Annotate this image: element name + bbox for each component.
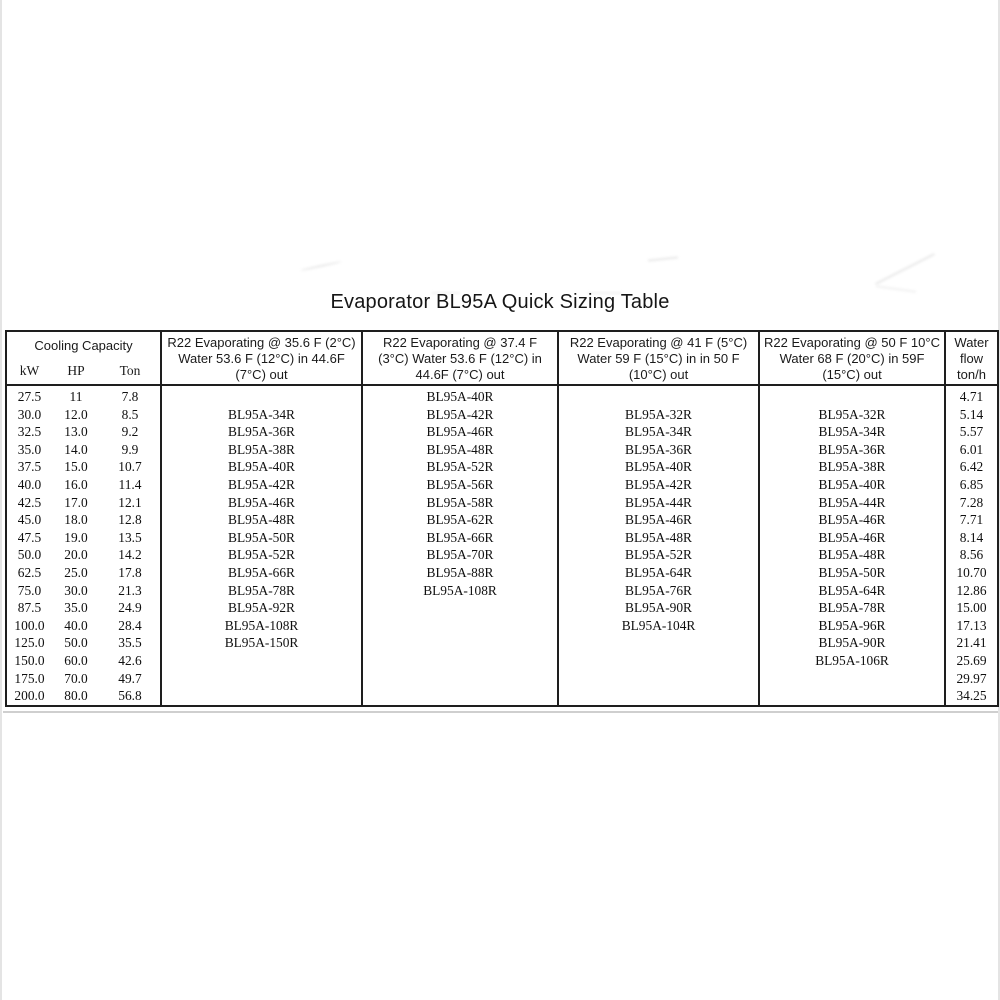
- cell-model-cond1: BL95A-34R: [161, 406, 362, 424]
- cell-model-cond1: BL95A-42R: [161, 476, 362, 494]
- cell-kw: 150.0: [14, 652, 45, 668]
- cell-model-cond3: BL95A-36R: [558, 441, 759, 459]
- cell-model-cond4: [759, 385, 945, 406]
- cell-water-flow: 17.13: [945, 617, 998, 635]
- cell-model-cond2: BL95A-48R: [362, 441, 558, 459]
- cell-hp: 12.0: [64, 406, 88, 422]
- cell-hp: 80.0: [64, 688, 88, 704]
- cell-model-cond3: BL95A-42R: [558, 476, 759, 494]
- cell-model-cond2: BL95A-70R: [362, 546, 558, 564]
- header-water-flow: Water flow ton/h: [945, 331, 998, 385]
- scan-artifact: [300, 261, 341, 272]
- cell-kw: 42.5: [17, 494, 42, 510]
- cell-model-cond3: [558, 670, 759, 688]
- cell-hp: 35.0: [64, 600, 88, 616]
- cell-model-cond1: [161, 670, 362, 688]
- cell-hp: 70.0: [64, 670, 88, 686]
- cell-model-cond3: BL95A-32R: [558, 406, 759, 424]
- cell-water-flow: 8.56: [945, 546, 998, 564]
- cell-model-cond1: BL95A-50R: [161, 529, 362, 547]
- cell-model-cond2: BL95A-40R: [362, 385, 558, 406]
- header-hp: HP: [52, 359, 100, 385]
- cell-water-flow: 6.85: [945, 476, 998, 494]
- cell-ton: 14.2: [118, 547, 142, 563]
- cell-model-cond2: BL95A-56R: [362, 476, 558, 494]
- cell-model-cond4: [759, 687, 945, 706]
- cell-model-cond4: BL95A-48R: [759, 546, 945, 564]
- cell-kw: 45.0: [17, 512, 42, 528]
- cell-model-cond3: BL95A-44R: [558, 494, 759, 512]
- table-shadow-line: [3, 711, 998, 713]
- table-row: [6, 529, 998, 547]
- cell-water-flow: 7.71: [945, 511, 998, 529]
- cell-kw: 35.0: [17, 441, 42, 457]
- cell-kw: 87.5: [17, 600, 42, 616]
- table-header: [6, 331, 998, 385]
- cell-model-cond2: BL95A-42R: [362, 406, 558, 424]
- cell-hp: 18.0: [64, 512, 88, 528]
- header-cooling-capacity: Cooling Capacity: [34, 338, 133, 353]
- cell-model-cond1: BL95A-46R: [161, 494, 362, 512]
- cell-water-flow: 15.00: [945, 599, 998, 617]
- cell-model-cond4: BL95A-32R: [759, 406, 945, 424]
- cell-kw: 62.5: [17, 564, 42, 580]
- cell-model-cond4: BL95A-64R: [759, 582, 945, 600]
- cell-model-cond4: BL95A-40R: [759, 476, 945, 494]
- page-title: Evaporator BL95A Quick Sizing Table: [330, 291, 670, 313]
- cell-kw: 40.0: [17, 476, 42, 492]
- table-row: [6, 458, 998, 476]
- scan-edge-left: [0, 0, 2, 1000]
- cell-ton: 17.8: [118, 564, 142, 580]
- cell-water-flow: 7.28: [945, 494, 998, 512]
- cell-model-cond3: [558, 652, 759, 670]
- table-row: [6, 385, 998, 406]
- cell-ton: 12.8: [118, 512, 142, 528]
- cell-water-flow: 12.86: [945, 582, 998, 600]
- cell-model-cond3: BL95A-90R: [558, 599, 759, 617]
- cell-water-flow: 21.41: [945, 634, 998, 652]
- cell-model-cond3: [558, 385, 759, 406]
- cell-kw: 30.0: [17, 406, 42, 422]
- cell-model-cond2: [362, 670, 558, 688]
- cell-model-cond4: BL95A-44R: [759, 494, 945, 512]
- cell-model-cond1: BL95A-92R: [161, 599, 362, 617]
- header-condition-4: R22 Evaporating @ 50 F 10°C Water 68 F (20°C) in 59F (15°C) out: [759, 331, 945, 385]
- cell-model-cond1: BL95A-150R: [161, 634, 362, 652]
- scan-artifact: [875, 253, 935, 285]
- cell-ton: 8.5: [121, 406, 139, 422]
- cell-model-cond2: BL95A-52R: [362, 458, 558, 476]
- cell-ton: 42.6: [118, 652, 142, 668]
- cell-kw: 37.5: [17, 459, 42, 475]
- cell-model-cond4: BL95A-90R: [759, 634, 945, 652]
- table-row: [6, 406, 998, 424]
- cell-hp: 50.0: [64, 635, 88, 651]
- cell-model-cond2: BL95A-108R: [362, 582, 558, 600]
- cell-model-cond2: [362, 687, 558, 706]
- cell-ton: 13.5: [118, 529, 142, 545]
- table-row: [6, 441, 998, 459]
- cell-model-cond4: BL95A-50R: [759, 564, 945, 582]
- header-kw: kW: [6, 359, 52, 385]
- cell-hp: 13.0: [64, 424, 88, 440]
- cell-model-cond2: BL95A-46R: [362, 423, 558, 441]
- table-row: [6, 511, 998, 529]
- cell-model-cond1: BL95A-38R: [161, 441, 362, 459]
- header-condition-1: R22 Evaporating @ 35.6 F (2°C) Water 53.6 F (12°C) in 44.6F (7°C) out: [161, 331, 362, 385]
- cell-model-cond1: [161, 385, 362, 406]
- cell-model-cond3: BL95A-104R: [558, 617, 759, 635]
- cell-model-cond2: BL95A-88R: [362, 564, 558, 582]
- cell-ton: 9.9: [121, 441, 139, 457]
- cell-model-cond2: [362, 599, 558, 617]
- cell-ton: 21.3: [118, 582, 142, 598]
- cell-water-flow: 10.70: [945, 564, 998, 582]
- cell-kw: 125.0: [14, 635, 45, 651]
- table-row: [6, 476, 998, 494]
- table-row: [6, 546, 998, 564]
- cell-hp: 14.0: [64, 441, 88, 457]
- cell-ton: 9.2: [121, 424, 139, 440]
- cell-hp: 15.0: [64, 459, 88, 475]
- cell-model-cond2: BL95A-58R: [362, 494, 558, 512]
- cell-ton: 7.8: [121, 389, 139, 404]
- cell-model-cond2: [362, 652, 558, 670]
- cell-water-flow: 29.97: [945, 670, 998, 688]
- cell-model-cond3: BL95A-40R: [558, 458, 759, 476]
- cell-hp: 19.0: [64, 529, 88, 545]
- cell-model-cond4: BL95A-46R: [759, 529, 945, 547]
- cell-kw: 200.0: [14, 688, 45, 704]
- table-row: [6, 687, 998, 706]
- cell-model-cond3: BL95A-48R: [558, 529, 759, 547]
- cell-hp: 40.0: [64, 617, 88, 633]
- cell-kw: 175.0: [14, 670, 45, 686]
- cell-ton: 12.1: [118, 494, 142, 510]
- table-row: [6, 634, 998, 652]
- cell-water-flow: 5.14: [945, 406, 998, 424]
- cell-model-cond4: BL95A-34R: [759, 423, 945, 441]
- cell-hp: 17.0: [64, 494, 88, 510]
- table-row: [6, 599, 998, 617]
- header-condition-2: R22 Evaporating @ 37.4 F (3°C) Water 53.6 F (12°C) in 44.6F (7°C) out: [362, 331, 558, 385]
- cell-water-flow: 8.14: [945, 529, 998, 547]
- header-ton: Ton: [100, 359, 161, 385]
- cell-ton: 56.8: [118, 688, 142, 704]
- cell-hp: 16.0: [64, 476, 88, 492]
- cell-hp: 20.0: [64, 547, 88, 563]
- cell-model-cond1: [161, 687, 362, 706]
- cell-model-cond4: BL95A-36R: [759, 441, 945, 459]
- cell-ton: 28.4: [118, 617, 142, 633]
- cell-model-cond3: BL95A-34R: [558, 423, 759, 441]
- cell-water-flow: 4.71: [945, 385, 998, 406]
- cell-model-cond4: BL95A-78R: [759, 599, 945, 617]
- cell-model-cond3: [558, 634, 759, 652]
- cell-model-cond3: [558, 687, 759, 706]
- cell-kw: 27.5: [17, 389, 42, 404]
- header-condition-3: R22 Evaporating @ 41 F (5°C) Water 59 F (15°C) in in 50 F (10°C) out: [558, 331, 759, 385]
- cell-ton: 35.5: [118, 635, 142, 651]
- cell-ton: 10.7: [118, 459, 142, 475]
- cell-model-cond1: BL95A-36R: [161, 423, 362, 441]
- cell-model-cond1: [161, 652, 362, 670]
- cell-model-cond2: [362, 617, 558, 635]
- cell-model-cond1: BL95A-48R: [161, 511, 362, 529]
- cell-kw: 47.5: [17, 529, 42, 545]
- cell-model-cond4: BL95A-106R: [759, 652, 945, 670]
- table-row: [6, 670, 998, 688]
- cell-kw: 32.5: [17, 424, 42, 440]
- cell-water-flow: 25.69: [945, 652, 998, 670]
- cell-hp: 25.0: [64, 564, 88, 580]
- table-row: [6, 564, 998, 582]
- cell-water-flow: 6.01: [945, 441, 998, 459]
- cell-model-cond4: [759, 670, 945, 688]
- cell-hp: 30.0: [64, 582, 88, 598]
- cell-water-flow: 5.57: [945, 423, 998, 441]
- table-row: [6, 652, 998, 670]
- cell-model-cond1: BL95A-66R: [161, 564, 362, 582]
- scan-artifact: [648, 256, 678, 261]
- cell-kw: 75.0: [17, 582, 42, 598]
- cell-water-flow: 6.42: [945, 458, 998, 476]
- cell-model-cond2: BL95A-66R: [362, 529, 558, 547]
- table-row: [6, 617, 998, 635]
- cell-model-cond3: BL95A-46R: [558, 511, 759, 529]
- cell-kw: 50.0: [17, 547, 42, 563]
- cell-kw: 100.0: [14, 617, 45, 633]
- cell-model-cond1: BL95A-40R: [161, 458, 362, 476]
- table-row: [6, 494, 998, 512]
- cell-water-flow: 34.25: [945, 687, 998, 706]
- cell-model-cond3: BL95A-76R: [558, 582, 759, 600]
- cell-model-cond3: BL95A-52R: [558, 546, 759, 564]
- cell-model-cond2: BL95A-62R: [362, 511, 558, 529]
- cell-model-cond2: [362, 634, 558, 652]
- cell-model-cond1: BL95A-78R: [161, 582, 362, 600]
- cell-model-cond3: BL95A-64R: [558, 564, 759, 582]
- cell-model-cond4: BL95A-96R: [759, 617, 945, 635]
- cell-ton: 49.7: [118, 670, 142, 686]
- sizing-table: [5, 330, 999, 707]
- cell-model-cond4: BL95A-38R: [759, 458, 945, 476]
- table-row: [6, 423, 998, 441]
- cell-ton: 11.4: [118, 476, 142, 492]
- cell-model-cond1: BL95A-52R: [161, 546, 362, 564]
- table-row: [6, 582, 998, 600]
- cell-model-cond4: BL95A-46R: [759, 511, 945, 529]
- cell-hp: 11: [69, 389, 83, 404]
- cell-hp: 60.0: [64, 652, 88, 668]
- cell-model-cond1: BL95A-108R: [161, 617, 362, 635]
- table-body: [6, 385, 998, 706]
- cell-ton: 24.9: [118, 600, 142, 616]
